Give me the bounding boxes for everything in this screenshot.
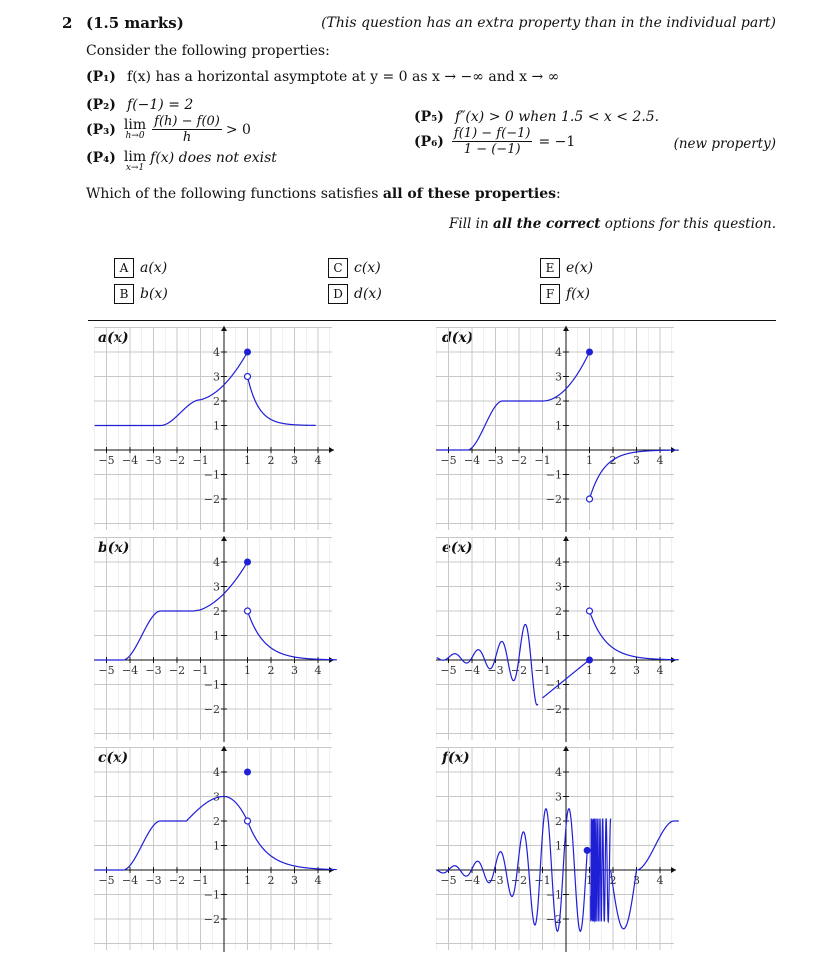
- y-tick-label: 1: [213, 839, 220, 853]
- option-label: f(x): [566, 286, 591, 302]
- instruction-post: options for this question.: [600, 216, 776, 232]
- graph-d: [432, 324, 682, 534]
- y-tick-label: −1: [545, 468, 562, 482]
- x-tick-label: −4: [121, 454, 139, 467]
- x-tick-label: −5: [440, 664, 457, 677]
- y-tick-label: 2: [555, 395, 562, 408]
- graph-title-a: a(x): [98, 330, 129, 346]
- x-tick-label: −2: [510, 664, 528, 677]
- property-p2: [86, 94, 193, 113]
- x-tick-label: 4: [314, 454, 322, 467]
- x-tick-label: 3: [291, 664, 298, 677]
- y-tick-label: −1: [203, 468, 220, 482]
- x-tick-label: −3: [487, 454, 504, 467]
- property-p6: [414, 126, 575, 157]
- y-tick-label: 2: [555, 605, 562, 618]
- option-checkbox[interactable]: E: [540, 258, 560, 278]
- question-note: (This question has an extra property than in the individual part): [321, 15, 776, 31]
- y-tick-label: 2: [213, 605, 220, 618]
- property-label: (P₂): [86, 97, 116, 113]
- y-tick-label: −2: [203, 493, 220, 506]
- limit-operator: [124, 118, 146, 141]
- closed-point: [587, 657, 593, 663]
- x-tick-label: −2: [168, 874, 186, 887]
- x-tick-label: 1: [586, 454, 593, 467]
- x-tick-label: −5: [98, 664, 115, 677]
- instruction-bold: all the correct: [492, 216, 601, 232]
- y-tick-label: −2: [545, 913, 562, 926]
- option-checkbox[interactable]: D: [328, 284, 348, 304]
- x-tick-label: 1: [244, 454, 251, 467]
- prompt-bold: all of these properties: [382, 186, 557, 202]
- intro-text: Consider the following properties:: [86, 43, 330, 59]
- y-tick-label: 4: [213, 346, 220, 359]
- option-label: b(x): [140, 286, 168, 302]
- graph-title-f: f(x): [442, 750, 470, 766]
- graph-title-b: b(x): [98, 540, 130, 556]
- x-tick-label: 4: [314, 874, 322, 887]
- limit-word: lim: [123, 117, 147, 133]
- property-text: f(x) has a horizontal asymptote at y = 0 as x → −∞ and x → ∞: [127, 69, 560, 85]
- y-axis-arrow: [221, 536, 227, 541]
- option-label: e(x): [566, 260, 594, 276]
- x-tick-label: 4: [656, 664, 664, 677]
- x-tick-label: 4: [314, 664, 322, 677]
- option-c[interactable]: [328, 258, 381, 278]
- option-e[interactable]: [540, 258, 593, 278]
- x-tick-label: 2: [267, 454, 275, 467]
- fraction-denominator: 1 − (−1): [463, 142, 521, 157]
- property-text: f″(x) > 0 when 1.5 < x < 2.5.: [455, 109, 660, 125]
- x-tick-label: −1: [192, 874, 209, 887]
- instruction-pre: Fill in: [449, 216, 493, 232]
- x-tick-label: 1: [244, 874, 251, 887]
- x-tick-label: −1: [192, 454, 209, 467]
- y-tick-label: −2: [545, 703, 562, 716]
- x-tick-label: 2: [267, 874, 275, 887]
- limit-operator: [124, 150, 146, 173]
- closed-point: [587, 349, 593, 355]
- x-tick-label: −3: [487, 664, 504, 677]
- option-checkbox[interactable]: F: [540, 284, 560, 304]
- function-curve: [95, 352, 248, 426]
- property-p3: [86, 114, 251, 145]
- option-f[interactable]: [540, 284, 590, 304]
- x-axis-arrow: [671, 867, 676, 873]
- y-tick-label: 1: [555, 629, 562, 643]
- open-point: [587, 608, 593, 614]
- relation: = −1: [538, 133, 576, 150]
- x-tick-label: 2: [609, 454, 617, 467]
- closed-point: [584, 847, 590, 853]
- x-tick-label: 3: [633, 874, 640, 887]
- y-tick-label: 3: [213, 790, 220, 804]
- x-tick-label: −1: [534, 874, 551, 887]
- fraction-denominator: h: [182, 130, 192, 145]
- x-tick-label: 4: [656, 874, 664, 887]
- y-tick-label: −2: [203, 703, 220, 716]
- y-axis-arrow: [563, 746, 569, 751]
- y-axis-arrow: [563, 536, 569, 541]
- fraction-numerator: f(1) − f(−1): [453, 126, 531, 141]
- function-curve: [591, 819, 611, 922]
- option-label: c(x): [354, 260, 381, 276]
- open-point: [245, 818, 251, 824]
- option-b[interactable]: [114, 284, 168, 304]
- x-tick-label: −3: [145, 874, 162, 887]
- option-checkbox[interactable]: B: [114, 284, 134, 304]
- option-checkbox[interactable]: C: [328, 258, 348, 278]
- y-tick-label: −1: [545, 678, 562, 692]
- y-tick-label: 2: [555, 815, 562, 828]
- x-tick-label: −4: [463, 664, 481, 677]
- closed-point: [245, 349, 251, 355]
- y-tick-label: 1: [213, 419, 220, 433]
- y-tick-label: 3: [555, 370, 562, 384]
- option-a[interactable]: [114, 258, 167, 278]
- y-axis-arrow: [221, 326, 227, 331]
- open-point: [245, 374, 251, 380]
- x-tick-label: 3: [633, 664, 640, 677]
- limit-subscript: h→0: [125, 131, 145, 141]
- fraction-numerator: f(h) − f(0): [154, 114, 220, 129]
- x-axis-arrow: [329, 447, 334, 453]
- function-curve: [95, 797, 248, 871]
- x-tick-label: 2: [609, 874, 617, 887]
- x-tick-label: −4: [121, 664, 139, 677]
- graph-e: [432, 534, 682, 744]
- prompt-end: :: [556, 186, 561, 202]
- x-tick-label: −5: [440, 874, 457, 887]
- x-tick-label: −1: [534, 664, 551, 677]
- graph-title-d: d(x): [442, 330, 474, 346]
- graph-c: [90, 744, 340, 954]
- x-tick-label: −5: [440, 454, 457, 467]
- limit-subscript: x→1: [125, 163, 145, 173]
- option-label: d(x): [354, 286, 382, 302]
- option-d[interactable]: [328, 284, 382, 304]
- closed-point: [245, 559, 251, 565]
- graph-a: [90, 324, 340, 534]
- function-curve: [611, 821, 679, 929]
- y-axis-arrow: [563, 326, 569, 331]
- y-tick-label: −1: [203, 678, 220, 692]
- y-tick-label: 3: [213, 580, 220, 594]
- x-tick-label: −1: [192, 664, 209, 677]
- x-tick-label: −2: [168, 664, 186, 677]
- x-tick-label: −4: [121, 874, 139, 887]
- x-tick-label: −5: [98, 454, 115, 467]
- property-text: f(−1) = 2: [127, 97, 194, 113]
- divider-rule: [88, 320, 776, 321]
- x-tick-label: −2: [510, 874, 528, 887]
- property-label: (P₃): [86, 121, 116, 138]
- y-tick-label: 4: [555, 556, 562, 569]
- open-point: [587, 496, 593, 502]
- closed-point: [245, 769, 251, 775]
- property-label: (P₆): [414, 133, 444, 150]
- x-tick-label: 1: [586, 874, 593, 887]
- relation: > 0: [225, 121, 251, 138]
- x-tick-label: −5: [98, 874, 115, 887]
- x-tick-label: 3: [291, 454, 298, 467]
- property-label: (P₅): [414, 109, 444, 125]
- y-tick-label: −1: [203, 888, 220, 902]
- x-tick-label: 2: [609, 664, 617, 677]
- question-marks: (1.5 marks): [86, 14, 184, 32]
- x-tick-label: −3: [145, 454, 162, 467]
- x-tick-label: −2: [510, 454, 528, 467]
- x-tick-label: −1: [534, 454, 551, 467]
- x-tick-label: −4: [463, 454, 481, 467]
- property-p1: [86, 66, 559, 85]
- y-tick-label: 4: [213, 556, 220, 569]
- property-label: (P₁): [86, 69, 116, 85]
- property-label: (P₄): [86, 150, 116, 166]
- property-p5: [414, 106, 659, 125]
- option-checkbox[interactable]: A: [114, 258, 134, 278]
- y-tick-label: −2: [203, 913, 220, 926]
- x-tick-label: 2: [267, 664, 275, 677]
- x-tick-label: −3: [487, 874, 504, 887]
- question-prompt: [86, 186, 561, 202]
- limit-word: lim: [123, 149, 147, 165]
- y-tick-label: 4: [555, 766, 562, 779]
- option-label: a(x): [140, 260, 168, 276]
- x-tick-label: 3: [633, 454, 640, 467]
- property-p4: [86, 150, 277, 173]
- x-tick-label: 1: [244, 664, 251, 677]
- prompt-start: Which of the following functions satisfies: [86, 186, 383, 202]
- graph-b: [90, 534, 340, 744]
- average-rate-fraction: [452, 126, 533, 157]
- graph-f: [432, 744, 682, 954]
- difference-quotient: [152, 114, 222, 145]
- y-tick-label: 1: [555, 839, 562, 853]
- x-tick-label: 4: [656, 454, 664, 467]
- instruction: [449, 216, 776, 232]
- question-number: 2: [62, 14, 73, 32]
- property-text: f(x) does not exist: [150, 150, 277, 166]
- y-tick-label: −1: [545, 888, 562, 902]
- open-point: [245, 608, 251, 614]
- graph-title-c: c(x): [98, 750, 129, 766]
- new-property-note: (new property): [673, 136, 776, 152]
- y-tick-label: 4: [555, 346, 562, 359]
- y-tick-label: 3: [555, 580, 562, 594]
- y-tick-label: −2: [545, 493, 562, 506]
- x-tick-label: 3: [291, 874, 298, 887]
- y-tick-label: 4: [213, 766, 220, 779]
- y-tick-label: 1: [555, 419, 562, 433]
- x-tick-label: −4: [463, 874, 481, 887]
- x-tick-label: 1: [586, 664, 593, 677]
- graph-title-e: e(x): [442, 540, 473, 556]
- x-tick-label: −2: [168, 454, 186, 467]
- y-tick-label: 2: [213, 815, 220, 828]
- y-tick-label: 1: [213, 629, 220, 643]
- y-tick-label: 3: [213, 370, 220, 384]
- y-tick-label: 3: [555, 790, 562, 804]
- y-tick-label: 2: [213, 395, 220, 408]
- x-tick-label: −3: [145, 664, 162, 677]
- y-axis-arrow: [221, 746, 227, 751]
